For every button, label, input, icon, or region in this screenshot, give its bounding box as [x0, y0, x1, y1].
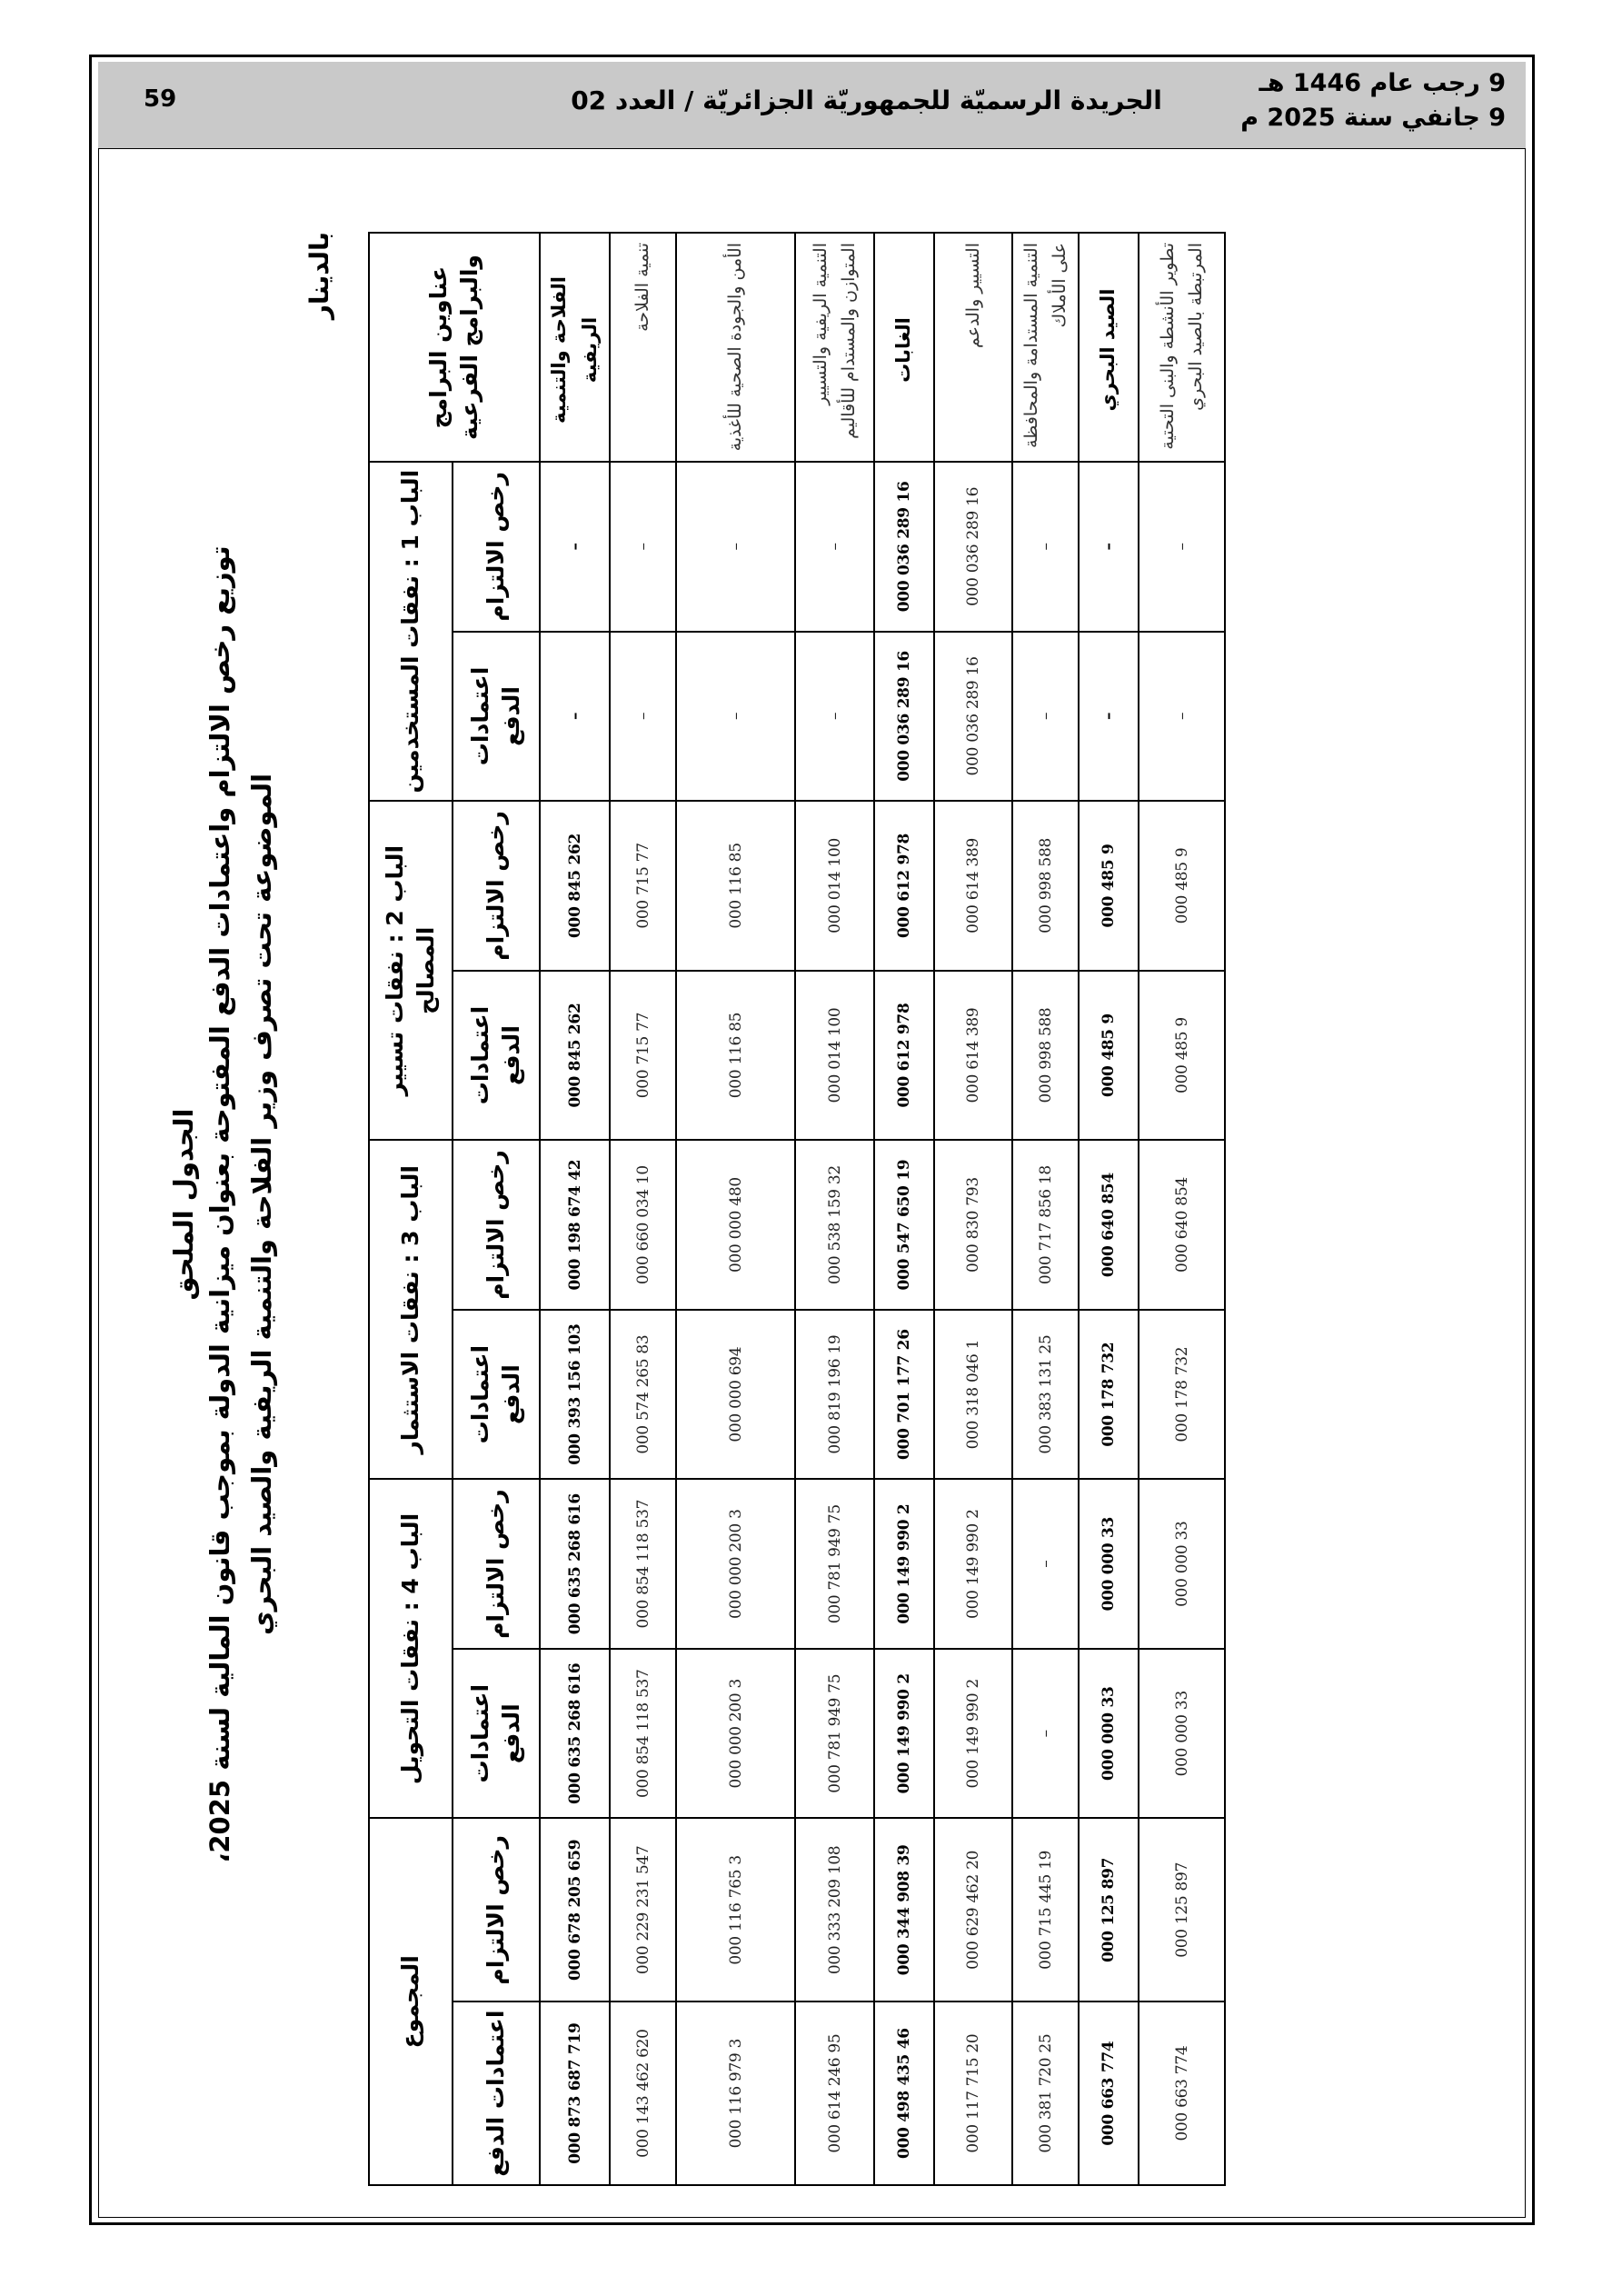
programs-header: عناوين البرامج والبرامج الفرعية: [369, 233, 540, 462]
cell-t3-cp: 19 196 819 000: [795, 1310, 874, 1480]
cell-t3-ae: 10 034 660 000: [610, 1140, 676, 1310]
table-row: [1139, 233, 1225, 2185]
cell-t1-cp: –: [540, 632, 610, 802]
cell-t4-cp: 33 000 000: [1079, 1649, 1139, 1819]
cell-t3-ae: 793 830 000: [934, 1140, 1012, 1310]
cell-total-cp: 3 979 116 000: [676, 2002, 795, 2185]
gazette-header: [98, 62, 1526, 149]
t3-cp-header: اعتمادات الدفع: [453, 1310, 540, 1480]
t4-ae-header: رخص الالتزام: [453, 1479, 540, 1649]
cell-total-cp: 25 720 381 000: [1012, 2002, 1079, 2185]
cell-t2-ae: 389 614 000: [934, 801, 1012, 971]
cell-t1-ae: –: [1012, 462, 1079, 632]
currency-unit: بالدينار: [304, 232, 334, 320]
cell-t2-ae: 9 485 000: [1079, 801, 1139, 971]
cell-total-cp: 95 246 614 000: [795, 2002, 874, 2185]
cell-t3-cp: 25 131 383 000: [1012, 1310, 1079, 1480]
cell-t1-ae: –: [1079, 462, 1139, 632]
cell-t1-cp: –: [1079, 632, 1139, 802]
header-date-hijri: 9 رجب عام 1446 هـ: [1259, 69, 1506, 97]
cell-t3-cp: 694 000 000: [676, 1310, 795, 1480]
cell-t2-ae: 9 485 000: [1139, 801, 1225, 971]
cell-t2-ae: 978 612 000: [874, 801, 934, 971]
table-row: [1012, 233, 1079, 2185]
cell-t2-ae: 100 014 000: [795, 801, 874, 971]
cell-t1-ae: 16 289 036 000: [874, 462, 934, 632]
cell-t4-ae: –: [1012, 1479, 1079, 1649]
budget-table: [368, 232, 1226, 2186]
t1-cp-header: اعتمادات الدفع: [453, 632, 540, 802]
cell-total-ae: 659 205 678 000: [540, 1819, 610, 2002]
cell-t3-ae: 42 674 198 000: [540, 1140, 610, 1310]
cell-t4-ae: 2 990 149 000: [934, 1479, 1012, 1649]
row-program-name: التنمية المستدامة والمحافظة على الأملاك: [1012, 233, 1079, 462]
cell-t2-cp: 77 715 000: [610, 971, 676, 1141]
cell-t2-ae: 588 998 000: [1012, 801, 1079, 971]
cell-t4-ae: 537 118 854 000: [610, 1479, 676, 1649]
cell-t1-cp: 16 289 036 000: [934, 632, 1012, 802]
cell-t4-cp: 537 118 854 000: [610, 1649, 676, 1819]
cell-t3-ae: 480 000 000: [676, 1140, 795, 1310]
cell-t3-cp: 103 156 393 000: [540, 1310, 610, 1480]
cell-t2-cp: 262 845 000: [540, 971, 610, 1141]
cell-t4-cp: 75 949 781 000: [795, 1649, 874, 1819]
row-program-name: الفلاحة والتنمية الريفية: [540, 233, 610, 462]
cell-t3-cp: 1 046 318 000: [934, 1310, 1012, 1480]
table-row: [795, 233, 874, 2185]
cell-t4-ae: 2 990 149 000: [874, 1479, 934, 1649]
cell-total-cp: 774 663 000: [1079, 2002, 1139, 2185]
cell-t2-ae: 262 845 000: [540, 801, 610, 971]
cell-t2-cp: 85 116 000: [676, 971, 795, 1141]
title1-header: الباب 1 : نفقات المستخدمين: [369, 462, 453, 801]
header-title: الجريدة الرسميّة للجمهوريّة الجزائريّة / العدد 02: [571, 85, 1162, 115]
row-program-name: الصيد البحري: [1079, 233, 1139, 462]
cell-t4-cp: 33 000 000: [1139, 1649, 1225, 1819]
cell-total-ae: 897 125 000: [1139, 1819, 1225, 2002]
cell-t1-ae: –: [795, 462, 874, 632]
cell-t1-ae: –: [676, 462, 795, 632]
t2-ae-header: رخص الالتزام: [453, 801, 540, 971]
row-program-name: تطوير الأنشطة والبنى التحتية المرتبطة بالصيد البحري: [1139, 233, 1225, 462]
t1-ae-header: رخص الالتزام: [453, 462, 540, 632]
cell-t4-cp: 2 990 149 000: [874, 1649, 934, 1819]
cell-t3-ae: 18 856 717 000: [1012, 1140, 1079, 1310]
cell-t1-cp: –: [1012, 632, 1079, 802]
cell-total-cp: 774 663 000: [1139, 2002, 1225, 2185]
cell-total-ae: 20 462 629 000: [934, 1819, 1012, 2002]
cell-t1-ae: –: [1139, 462, 1225, 632]
cell-t2-ae: 77 715 000: [610, 801, 676, 971]
cell-total-ae: 39 908 344 000: [874, 1819, 934, 2002]
cell-t2-ae: 85 116 000: [676, 801, 795, 971]
cell-t2-cp: 389 614 000: [934, 971, 1012, 1141]
annex-title: الجدول الملحق: [168, 1108, 199, 1301]
cell-t4-ae: 616 268 635 000: [540, 1479, 610, 1649]
cell-t2-cp: 588 998 000: [1012, 971, 1079, 1141]
cell-t1-cp: –: [795, 632, 874, 802]
cell-t3-cp: 83 265 574 000: [610, 1310, 676, 1480]
table-row: [874, 233, 934, 2185]
title3-header: الباب 3 : نفقات الاستثمار: [369, 1140, 453, 1479]
cell-t3-ae: 32 159 538 000: [795, 1140, 874, 1310]
cell-total-ae: 108 209 333 000: [795, 1819, 874, 2002]
t2-cp-header: اعتمادات الدفع: [453, 971, 540, 1141]
cell-t3-cp: 732 178 000: [1079, 1310, 1139, 1480]
total-header: المجموع: [369, 1819, 453, 2186]
row-program-name: الغابات: [874, 233, 934, 462]
cell-t2-cp: 100 014 000: [795, 971, 874, 1141]
table-row: [934, 233, 1012, 2185]
cell-t4-cp: 616 268 635 000: [540, 1649, 610, 1819]
cell-total-cp: 20 715 117 000: [934, 2002, 1012, 2185]
row-program-name: التنمية الريفية والتسيير المتوازن والمستدام للأقاليم: [795, 233, 874, 462]
t3-ae-header: رخص الالتزام: [453, 1140, 540, 1310]
row-program-name: التسيير والدعم: [934, 233, 1012, 462]
cell-t3-ae: 854 640 000: [1139, 1140, 1225, 1310]
cell-t1-ae: 16 289 036 000: [934, 462, 1012, 632]
cell-t3-ae: 19 650 547 000: [874, 1140, 934, 1310]
page-number: 59: [144, 85, 177, 113]
row-program-name: الأمن والجودة الصحية للأغذية: [676, 233, 795, 462]
cell-total-ae: 3 765 116 000: [676, 1819, 795, 2002]
total-cp-header: اعتمادات الدفع: [453, 2002, 540, 2185]
cell-t3-ae: 854 640 000: [1079, 1140, 1139, 1310]
cell-t1-cp: –: [610, 632, 676, 802]
cell-t4-ae: 33 000 000: [1079, 1479, 1139, 1649]
cell-t4-ae: 75 949 781 000: [795, 1479, 874, 1649]
cell-t1-cp: –: [676, 632, 795, 802]
cell-total-ae: 897 125 000: [1079, 1819, 1139, 2002]
cell-t1-cp: –: [1139, 632, 1225, 802]
table-row: [1079, 233, 1139, 2185]
caption-line-1: توزيع رخص الالتزام واعتمادات الدفع المفتوحة بعنوان ميزانية الدولة بموجب قانون المالية لسنة 2025،: [204, 545, 235, 1863]
cell-t2-cp: 978 612 000: [874, 971, 934, 1141]
title4-header: الباب 4 : نفقات التحويل: [369, 1479, 453, 1818]
rotated-content: [168, 209, 1486, 2200]
title2-header: الباب 2 : نفقات تسيير المصالح: [369, 801, 453, 1140]
cell-t4-cp: 3 200 000 000: [676, 1649, 795, 1819]
total-ae-header: رخص الالتزام: [453, 1819, 540, 2002]
cell-total-ae: 547 231 229 000: [610, 1819, 676, 2002]
cell-t4-cp: 2 990 149 000: [934, 1649, 1012, 1819]
cell-t1-ae: –: [610, 462, 676, 632]
table-row: [610, 233, 676, 2185]
t4-cp-header: اعتمادات الدفع: [453, 1649, 540, 1819]
cell-total-cp: 719 687 873 000: [540, 2002, 610, 2185]
cell-total-ae: 19 445 715 000: [1012, 1819, 1079, 2002]
table-row: [540, 233, 610, 2185]
cell-t3-cp: 26 177 701 000: [874, 1310, 934, 1480]
cell-t1-ae: –: [540, 462, 610, 632]
cell-t4-ae: 33 000 000: [1139, 1479, 1225, 1649]
cell-t3-cp: 732 178 000: [1139, 1310, 1225, 1480]
cell-total-cp: 620 462 143 000: [610, 2002, 676, 2185]
header-date-gregorian: 9 جانفي سنة 2025 م: [1240, 104, 1506, 132]
row-program-name: تنمية الفلاحة: [610, 233, 676, 462]
cell-t2-cp: 9 485 000: [1079, 971, 1139, 1141]
cell-t4-ae: 3 200 000 000: [676, 1479, 795, 1649]
cell-t2-cp: 9 485 000: [1139, 971, 1225, 1141]
table-row: [676, 233, 795, 2185]
caption-line-2: الموضوعة تحت تصرف وزير الفلاحة والتنمية الريفية والصيد البحري: [246, 773, 277, 1636]
cell-t4-cp: –: [1012, 1649, 1079, 1819]
cell-total-cp: 46 435 498 000: [874, 2002, 934, 2185]
table-captions: [168, 209, 354, 2200]
cell-t1-cp: 16 289 036 000: [874, 632, 934, 802]
